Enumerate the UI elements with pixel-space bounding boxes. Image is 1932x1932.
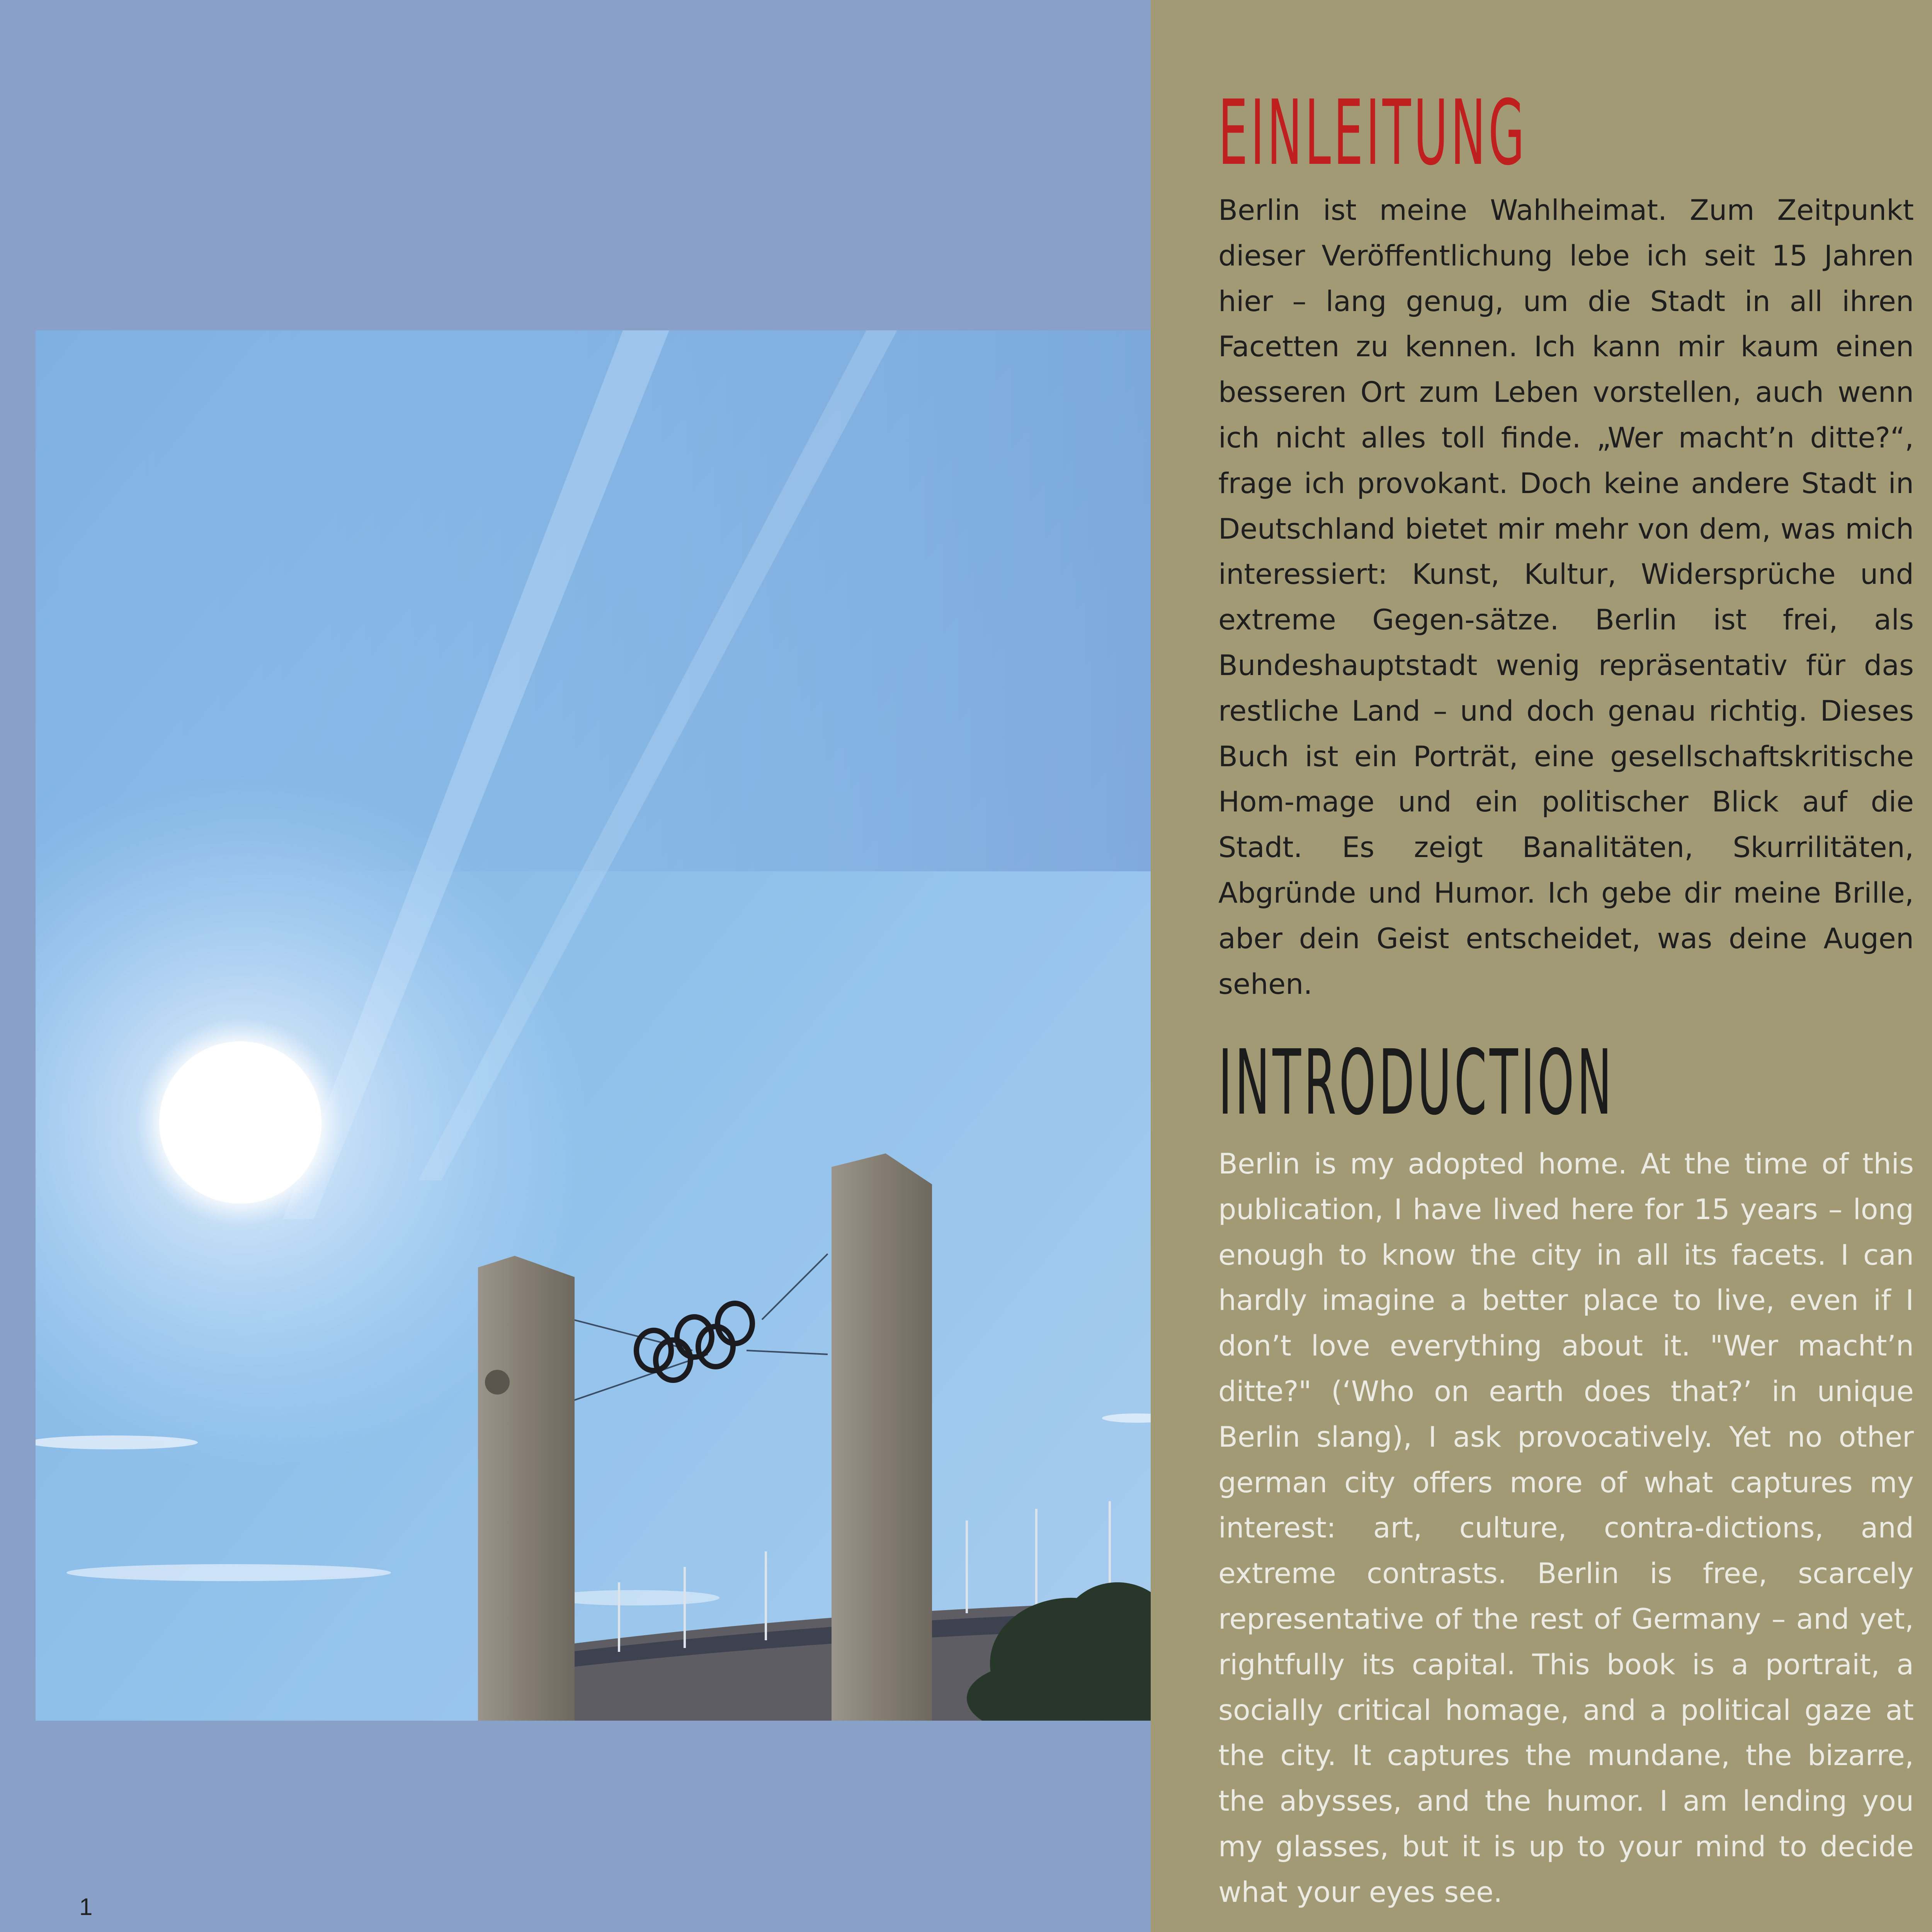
body-text-english: Berlin is my adopted home. At the time of this publication, I have lived here for 15 years – long enough to know the city in all its facets. I can hardly imagine a better place to live, even if I don’t love everything about it. "Wer macht’n ditte?" (‘Who on earth does that?’ in unique Berlin slang), I ask provocatively. Yet no other german city offers more of what captures my interest: art, culture, contra-dictions, and extreme contrasts. Berlin is free, scarcely representative of the rest of Germany – and yet, rightfully its capital. This book is a portrait, a socially critical homage, and a political gaze at the city. It captures the mundane, the bizarre, the abysses, and the humor. I am lending you my glasses, but it is up to your mind to decide what your eyes see.	[1218, 1148, 1914, 1909]
heading-english: INTRODUCTION	[1218, 1031, 1615, 1135]
heading-german: EINLEITUNG	[1218, 81, 1527, 185]
stadium-photo	[36, 330, 1151, 1721]
body-text-german: Berlin ist meine Wahlheimat. Zum Zeitpunkt dieser Veröffentlichung lebe ich seit 15 Jahren hier – lang genug, um die Stadt in all ihren Facetten zu kennen. Ich kann mir kaum einen besseren Ort zum Leben vorstellen, auch wenn ich nicht alles toll finde. „Wer macht’n ditte?“, frage ich provokant. Doch keine andere Stadt in Deutschland bietet mir mehr von dem, was mich interessiert: Kunst, Kultur, Widersprüche und extreme Gegen-sätze. Berlin ist frei, als Bundeshauptstadt wenig repräsentativ für das restliche Land – und doch genau richtig. Dieses Buch ist ein Porträt, eine gesellschaftskritische Hom-mage und ein politischer Blick auf die Stadt. Es zeigt Banalitäten, Skurrilitäten, Abgründe und Humor. Ich gebe dir meine Brille, aber dein Geist entscheidet, was deine Augen sehen.	[1218, 194, 1914, 1001]
right-panel	[1151, 0, 1932, 1932]
page-number: 1	[79, 1894, 93, 1920]
stadium-photo-image	[36, 330, 1151, 1721]
